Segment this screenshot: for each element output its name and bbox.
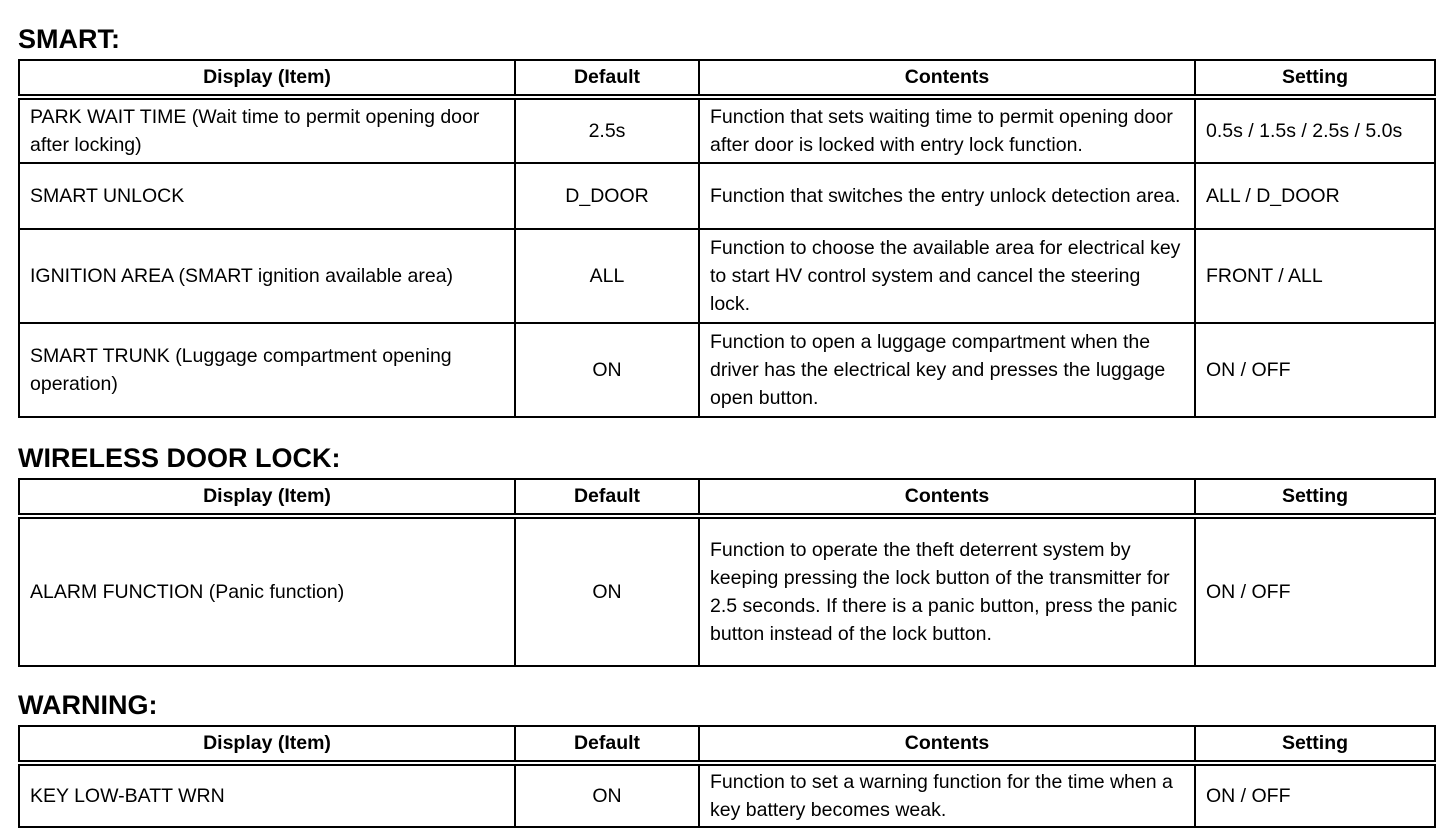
cell-default: ON — [515, 323, 699, 417]
settings-table — [18, 725, 1436, 828]
table-row — [19, 516, 1435, 666]
cell-setting: ON / OFF — [1195, 763, 1435, 827]
table-row — [19, 163, 1435, 229]
table-row — [19, 323, 1435, 417]
cell-default: D_DOOR — [515, 163, 699, 229]
header-setting: Setting — [1195, 726, 1435, 763]
header-default: Default — [515, 479, 699, 516]
cell-setting: ON / OFF — [1195, 516, 1435, 666]
header-setting: Setting — [1195, 479, 1435, 516]
cell-default: ALL — [515, 229, 699, 323]
section-title: WIRELESS DOOR LOCK: — [18, 443, 341, 473]
cell-default: ON — [515, 763, 699, 827]
table-row — [19, 97, 1435, 163]
cell-default: ON — [515, 516, 699, 666]
header-contents: Contents — [699, 726, 1195, 763]
cell-setting: ALL / D_DOOR — [1195, 163, 1435, 229]
section-title: SMART: — [18, 24, 120, 54]
cell-display: SMART UNLOCK — [19, 163, 515, 229]
header-contents: Contents — [699, 479, 1195, 516]
cell-default: 2.5s — [515, 97, 699, 163]
section-warning — [18, 690, 1434, 828]
header-default: Default — [515, 726, 699, 763]
cell-display: IGNITION AREA (SMART ignition available area) — [19, 229, 515, 323]
header-display: Display (Item) — [19, 726, 515, 763]
cell-contents: Function to set a warning function for the time when a key battery becomes weak. — [699, 763, 1195, 827]
table-header-row — [19, 726, 1435, 763]
cell-display: PARK WAIT TIME (Wait time to permit opening door after locking) — [19, 97, 515, 163]
cell-contents: Function to operate the theft deterrent system by keeping pressing the lock button of the transmitter for 2.5 seconds. If there is a panic button, press the panic button instead of the lock button. — [699, 516, 1195, 666]
cell-setting: 0.5s / 1.5s / 2.5s / 5.0s — [1195, 97, 1435, 163]
cell-contents: Function to open a luggage compartment when the driver has the electrical key and presses the luggage open button. — [699, 323, 1195, 417]
cell-setting: ON / OFF — [1195, 323, 1435, 417]
cell-setting: FRONT / ALL — [1195, 229, 1435, 323]
table-row — [19, 229, 1435, 323]
cell-contents: Function that sets waiting time to permit opening door after door is locked with entry lock function. — [699, 97, 1195, 163]
header-default: Default — [515, 60, 699, 97]
header-display: Display (Item) — [19, 479, 515, 516]
cell-display: ALARM FUNCTION (Panic function) — [19, 516, 515, 666]
cell-display: SMART TRUNK (Luggage compartment opening operation) — [19, 323, 515, 417]
section-wireless-door-lock — [18, 443, 1434, 667]
table-header-row — [19, 479, 1435, 516]
cell-contents: Function to choose the available area for electrical key to start HV control system and cancel the steering lock. — [699, 229, 1195, 323]
header-setting: Setting — [1195, 60, 1435, 97]
table-header-row — [19, 60, 1435, 97]
cell-display: KEY LOW-BATT WRN — [19, 763, 515, 827]
settings-table — [18, 59, 1436, 418]
settings-table — [18, 478, 1436, 667]
header-contents: Contents — [699, 60, 1195, 97]
header-display: Display (Item) — [19, 60, 515, 97]
cell-contents: Function that switches the entry unlock detection area. — [699, 163, 1195, 229]
section-smart — [18, 24, 1434, 418]
section-title: WARNING: — [18, 690, 158, 720]
table-row — [19, 763, 1435, 827]
